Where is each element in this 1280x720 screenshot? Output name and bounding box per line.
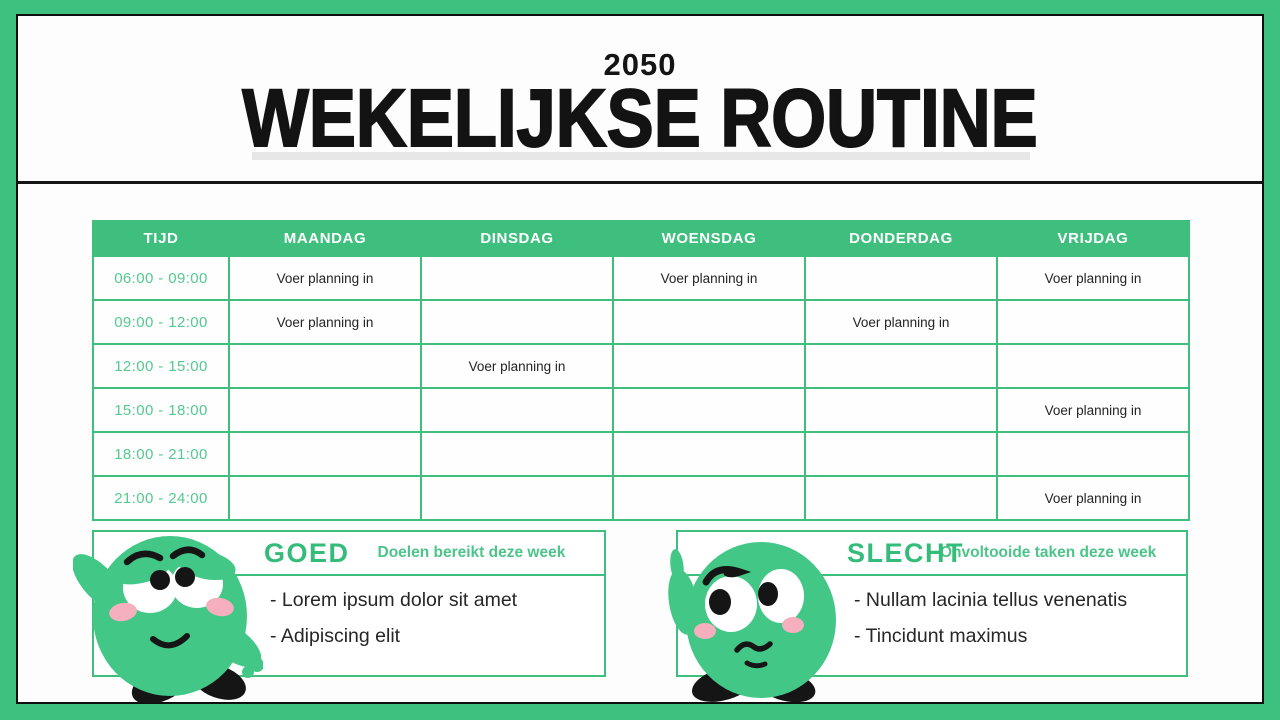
worried-mascot-illustration — [664, 536, 849, 704]
happy-mascot-illustration — [73, 528, 263, 703]
column-header-maandag: MAANDAG — [229, 221, 421, 256]
time-range-label: 15:00 - 18:00 — [93, 388, 229, 432]
planning-cell[interactable] — [997, 344, 1189, 388]
planning-cell[interactable] — [997, 432, 1189, 476]
column-header-vrijdag: VRIJDAG — [997, 221, 1189, 256]
list-item: - Tincidunt maximus — [854, 625, 1028, 647]
planning-cell[interactable] — [613, 300, 805, 344]
planning-cell[interactable] — [613, 388, 805, 432]
planning-cell[interactable]: Voer planning in — [997, 256, 1189, 300]
planning-cell[interactable]: Voer planning in — [229, 300, 421, 344]
column-header-woensdag: WOENSDAG — [613, 221, 805, 256]
planning-cell[interactable] — [421, 256, 613, 300]
table-row — [93, 344, 1189, 388]
planning-cell[interactable] — [613, 432, 805, 476]
weekly-schedule-table — [92, 220, 1190, 521]
planning-cell[interactable] — [805, 388, 997, 432]
planning-cell[interactable]: Voer planning in — [997, 388, 1189, 432]
time-range-label: 09:00 - 12:00 — [93, 300, 229, 344]
planning-cell[interactable] — [997, 300, 1189, 344]
table-header-row — [93, 221, 1189, 256]
bad-section-title: SLECHT — [847, 537, 964, 568]
planning-cell[interactable] — [805, 256, 997, 300]
planning-cell[interactable]: Voer planning in — [997, 476, 1189, 520]
planning-cell[interactable]: Voer planning in — [805, 300, 997, 344]
planning-cell[interactable] — [805, 432, 997, 476]
header-divider — [18, 181, 1262, 184]
column-header-tijd: TIJD — [93, 221, 229, 256]
column-header-donderdag: DONDERDAG — [805, 221, 997, 256]
planning-cell[interactable] — [421, 300, 613, 344]
planning-cell[interactable] — [805, 476, 997, 520]
planning-cell[interactable] — [229, 476, 421, 520]
bad-section-subtitle: Onvoltooide taken deze week — [940, 544, 1157, 561]
planning-cell[interactable]: Voer planning in — [421, 344, 613, 388]
title-shadow-artifact — [252, 152, 1030, 160]
page-title: WEKELIJKSE ROUTINE — [242, 73, 1038, 164]
planning-cell[interactable] — [613, 344, 805, 388]
planning-cell[interactable] — [229, 432, 421, 476]
planning-cell[interactable] — [613, 476, 805, 520]
year-label: 2050 — [603, 47, 677, 82]
list-item: - Adipiscing elit — [270, 625, 401, 647]
time-range-label: 18:00 - 21:00 — [93, 432, 229, 476]
planning-cell[interactable] — [229, 388, 421, 432]
good-section-subtitle: Doelen bereikt deze week — [377, 544, 566, 561]
planning-cell[interactable] — [229, 344, 421, 388]
list-item: - Nullam lacinia tellus venenatis — [854, 589, 1128, 611]
time-range-label: 06:00 - 09:00 — [93, 256, 229, 300]
list-item: - Lorem ipsum dolor sit amet — [270, 589, 518, 611]
table-row — [93, 388, 1189, 432]
table-row — [93, 432, 1189, 476]
planning-cell[interactable] — [421, 476, 613, 520]
table-row — [93, 300, 1189, 344]
planning-cell[interactable] — [805, 344, 997, 388]
planning-cell[interactable] — [421, 388, 613, 432]
table-row — [93, 256, 1189, 300]
time-range-label: 12:00 - 15:00 — [93, 344, 229, 388]
planning-cell[interactable] — [421, 432, 613, 476]
table-row — [93, 476, 1189, 520]
column-header-dinsdag: DINSDAG — [421, 221, 613, 256]
time-range-label: 21:00 - 24:00 — [93, 476, 229, 520]
planning-cell[interactable]: Voer planning in — [229, 256, 421, 300]
planning-cell[interactable]: Voer planning in — [613, 256, 805, 300]
good-section-title: GOED — [264, 537, 350, 568]
